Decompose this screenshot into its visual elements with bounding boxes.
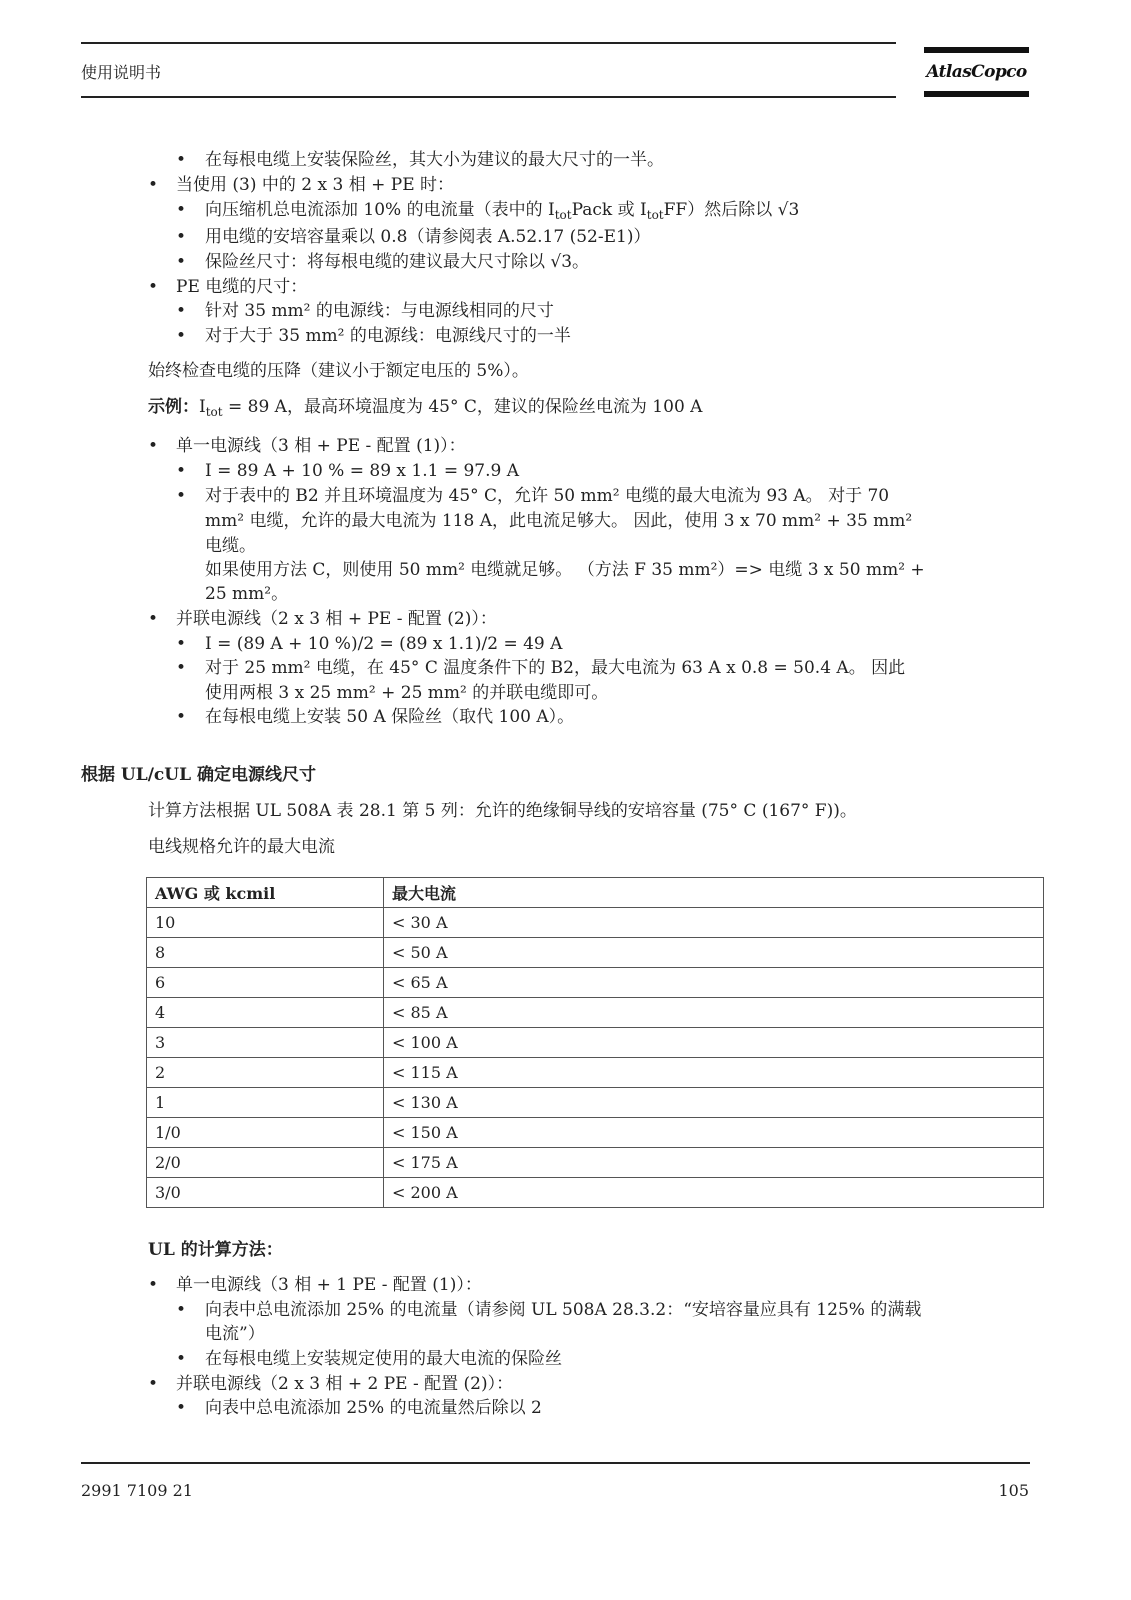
bullet-marker: • (176, 301, 187, 321)
list-item: 保险丝尺寸：将每根电缆的建议最大尺寸除以 √3。 (205, 252, 590, 272)
paragraph: 计算方法根据 UL 508A 表 28.1 第 5 列：允许的绝缘铜导线的安培容量 (75° C (167° F))。 (148, 801, 857, 821)
table-row (147, 1118, 1044, 1148)
table-row (147, 938, 1044, 968)
cell-awg: 10 (147, 908, 384, 938)
column-header-max-current: 最大电流 (384, 878, 1044, 908)
list-item: 向表中总电流添加 25% 的电流量（请参阅 UL 508A 28.3.2：“安培容量应具有 125% 的满载 (205, 1300, 922, 1320)
bullet-marker: • (176, 658, 187, 678)
list-item-continuation: 电流”） (205, 1324, 265, 1344)
example-label: 示例： (148, 397, 199, 417)
cell-awg: 1 (147, 1088, 384, 1118)
list-item: 当使用 (3) 中的 2 x 3 相 + PE 时： (176, 175, 455, 195)
list-item: 在每根电缆上安装保险丝，其大小为建议的最大尺寸的一半。 (205, 150, 664, 170)
text-span: I (199, 397, 206, 417)
header-title: 使用说明书 (81, 63, 162, 82)
list-item: I = (89 A + 10 %)/2 = (89 x 1.1)/2 = 49 A (205, 634, 563, 654)
bullet-marker: • (148, 1374, 159, 1394)
logo-wordmark: AtlasCopco (926, 62, 1027, 82)
table-row (147, 968, 1044, 998)
text-span: = 89 A，最高环境温度为 45° C，建议的保险丝电流为 100 A (222, 397, 703, 417)
logo-bottom-bar (924, 91, 1029, 97)
list-item: 在每根电缆上安装 50 A 保险丝（取代 100 A）。 (205, 707, 575, 727)
list-item (205, 198, 799, 227)
list-item: 用电缆的安培容量乘以 0.8（请参阅表 A.52.17 (52-E1)） (205, 227, 651, 247)
list-item: 向表中总电流添加 25% 的电流量然后除以 2 (205, 1398, 542, 1418)
text-span: FF）然后除以 √3 (663, 200, 800, 220)
bullet-marker: • (176, 1398, 187, 1418)
list-item: 单一电源线（3 相 + PE - 配置 (1)）： (176, 436, 466, 456)
table-row (147, 1088, 1044, 1118)
atlas-copco-logo (924, 47, 1029, 99)
table-row (147, 1058, 1044, 1088)
bullet-marker: • (176, 150, 187, 170)
list-item: 对于大于 35 mm² 的电源线：电源线尺寸的一半 (205, 326, 571, 346)
table-row (147, 908, 1044, 938)
list-item-continuation: 如果使用方法 C，则使用 50 mm² 电缆就足够。 （方法 F 35 mm²）=> 电缆 3 x 50 mm² + (205, 560, 925, 580)
text-span: 向压缩机总电流添加 10% 的电流量（表中的 I (205, 200, 555, 220)
text-span: Pack 或 I (571, 200, 647, 220)
bullet-marker: • (176, 200, 187, 220)
cell-awg: 2/0 (147, 1148, 384, 1178)
list-item-continuation: 25 mm²。 (205, 584, 289, 604)
cell-awg: 4 (147, 998, 384, 1028)
cell-awg: 3/0 (147, 1178, 384, 1208)
cell-current: < 150 A (384, 1118, 1044, 1148)
subscript: tot (554, 208, 572, 222)
header-bottom-rule (81, 96, 896, 98)
subscript: tot (205, 405, 223, 419)
table-row (147, 1028, 1044, 1058)
list-item: 在每根电缆上安装规定使用的最大电流的保险丝 (205, 1349, 562, 1369)
cell-current: < 200 A (384, 1178, 1044, 1208)
cell-current: < 100 A (384, 1028, 1044, 1058)
list-item: 针对 35 mm² 的电源线：与电源线相同的尺寸 (205, 301, 554, 321)
subscript: tot (646, 208, 664, 222)
cell-awg: 6 (147, 968, 384, 998)
list-item-continuation: 使用两根 3 x 25 mm² + 25 mm² 的并联电缆即可。 (205, 683, 609, 703)
bullet-marker: • (176, 486, 187, 506)
page-number: 105 (998, 1481, 1029, 1500)
list-item: 单一电源线（3 相 + 1 PE - 配置 (1)）： (176, 1275, 482, 1295)
list-item: PE 电缆的尺寸： (176, 277, 308, 297)
bullet-marker: • (148, 609, 159, 629)
table-row (147, 998, 1044, 1028)
table-row (147, 1148, 1044, 1178)
bullet-marker: • (148, 277, 159, 297)
cell-current: < 130 A (384, 1088, 1044, 1118)
cell-current: < 50 A (384, 938, 1044, 968)
list-item-continuation: 电缆。 (205, 536, 256, 556)
cell-awg: 2 (147, 1058, 384, 1088)
bullet-marker: • (176, 326, 187, 346)
cell-current: < 30 A (384, 908, 1044, 938)
column-header-awg: AWG 或 kcmil (147, 878, 384, 908)
cell-awg: 1/0 (147, 1118, 384, 1148)
list-item-continuation: mm² 电缆，允许的最大电流为 118 A，此电流足够大。 因此，使用 3 x 70 mm² + 35 mm² (205, 511, 913, 531)
bullet-marker: • (176, 1300, 187, 1320)
bullet-marker: • (148, 175, 159, 195)
bullet-marker: • (176, 634, 187, 654)
document-number: 2991 7109 21 (81, 1481, 193, 1500)
subsection-heading: UL 的计算方法： (148, 1240, 283, 1260)
cell-awg: 8 (147, 938, 384, 968)
bullet-marker: • (148, 436, 159, 456)
bullet-marker: • (176, 461, 187, 481)
bullet-marker: • (176, 707, 187, 727)
footer-rule (81, 1462, 1030, 1464)
table-header-row (147, 878, 1044, 908)
bullet-marker: • (176, 227, 187, 247)
example-paragraph (148, 395, 702, 424)
header-top-rule (81, 42, 896, 44)
section-heading: 根据 UL/cUL 确定电源线尺寸 (81, 765, 316, 785)
bullet-marker: • (176, 252, 187, 272)
list-item: I = 89 A + 10 % = 89 x 1.1 = 97.9 A (205, 461, 520, 481)
paragraph: 始终检查电缆的压降（建议小于额定电压的 5%）。 (148, 361, 529, 381)
list-item: 对于 25 mm² 电缆，在 45° C 温度条件下的 B2，最大电流为 63 A x 0.8 = 50.4 A。 因此 (205, 658, 906, 678)
cell-current: < 115 A (384, 1058, 1044, 1088)
list-item: 并联电源线（2 x 3 相 + 2 PE - 配置 (2)）： (176, 1374, 514, 1394)
table-row (147, 1178, 1044, 1208)
cell-current: < 175 A (384, 1148, 1044, 1178)
cell-current: < 85 A (384, 998, 1044, 1028)
bullet-marker: • (176, 1349, 187, 1369)
logo-top-bar (924, 47, 1029, 53)
list-item: 对于表中的 B2 并且环境温度为 45° C，允许 50 mm² 电缆的最大电流为 93 A。 对于 70 (205, 486, 890, 506)
bullet-marker: • (148, 1275, 159, 1295)
awg-current-table (146, 877, 1044, 1208)
cell-awg: 3 (147, 1028, 384, 1058)
cell-current: < 65 A (384, 968, 1044, 998)
list-item: 并联电源线（2 x 3 相 + PE - 配置 (2)）： (176, 609, 497, 629)
table-caption: 电线规格允许的最大电流 (148, 837, 335, 857)
